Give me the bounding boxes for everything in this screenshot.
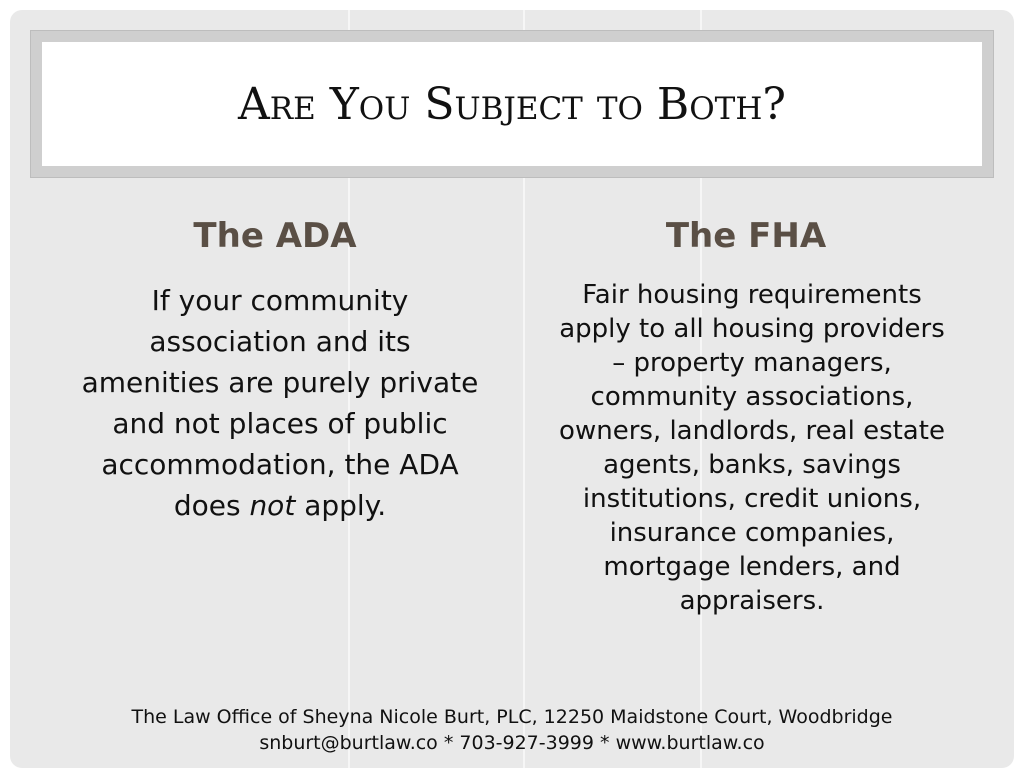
title-box: [42, 42, 982, 166]
right-column-body: Fair housing requirements apply to all housing providers – property managers, community associations, owners, landlords, real estate agents, banks, savings institutions, credit unions, insurance companies, mortgage lenders, and appraisers.: [559, 280, 945, 616]
title-frame: [30, 30, 994, 178]
left-column-heading: The ADA: [193, 216, 357, 256]
left-column-body: [80, 280, 480, 526]
slide: [10, 10, 1014, 768]
footer-address: The Law Office of Sheyna Nicole Burt, PLC, 12250 Maidstone Court, Woodbridge: [131, 706, 893, 728]
left-body-text: If your community association and its amenities are purely private and not places of public accommodation, the ADA does: [81, 284, 479, 522]
left-body-emphasis: not: [249, 489, 296, 522]
footer-contact: snburt@burtlaw.co * 703-927-3999 * www.burtlaw.co: [259, 732, 765, 754]
left-body-text-end: apply.: [295, 489, 387, 522]
right-column-heading: The FHA: [665, 216, 827, 256]
slide-title: Are You Subject to Both?: [238, 78, 786, 130]
